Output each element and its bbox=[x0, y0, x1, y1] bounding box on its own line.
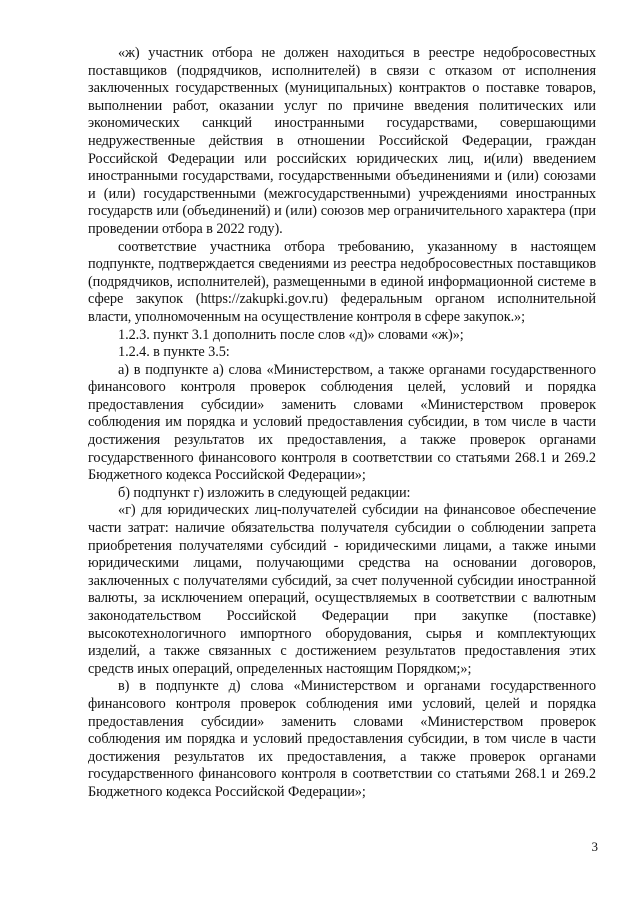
page-number: 3 bbox=[591, 839, 598, 854]
paragraph-ineligible-supplier-registry: «ж) участник отбора не должен находиться в реестре недобросовестных поставщиков (подрядчиков, исполнителей) в связи с отказом от исполнения заключенных государственных (муниципальных) контрактов о поставке товаров, выполнении работ, оказании услуг по причине введения политических или экономических санкций иностранными государствами, совершающими недружественные действия в отношении Российской Федерации, граждан Российской Федерации или российских юридических лиц, и(или) введением иностранными государствами, государственными объединениями и (или) союзами и (или) государственными (межгосударственными) учреждениями иностранных государств или (объединений) и (или) союзов мер ограничительного характера (при проведении отбора в 2022 году). bbox=[88, 45, 596, 237]
paragraph-registry-confirmation: соответствие участника отбора требованию, указанному в настоящем подпункте, подтверждается сведениями из реестра недобросовестных поставщиков (подрядчиков, исполнителей), размещенными в единой информационной системе в сфере закупок (https://zakupki.gov.ru) федеральным органом исполнительной власти, уполномоченным на осуществление контроля в сфере закупок.»; bbox=[88, 238, 596, 325]
paragraph-subitem-a: а) в подпункте а) слова «Министерством, а также органами государственного финансового контроля проверок соблюдения целей, условий и порядка предоставления субсидии» заменить словами «Министерством проверок соблюдения им порядка и условий предоставления субсидии, в том числе в части достижения результатов их предоставления, а также проверок органами государственного финансового контроля в соответствии со статьями 268.1 и 269.2 Бюджетного кодекса Российской Федерации»; bbox=[88, 361, 596, 484]
paragraph-subitem-g-new-wording: «г) для юридических лиц-получателей субсидии на финансовое обеспечение части затрат: наличие обязательства получателя субсидии о соблюдении запрета приобретения получателями субсидий - юридическими лицами, а также иными юридическими лицами, получающими средства на основании договоров, заключенных с получателями субсидий, за счет полученной субсидии иностранной валюты, за исключением операций, осуществляемых в соответствии с валютным законодательством Российской Федерации при закупке (поставке) высокотехнологичного импортного оборудования, сырья и комплектующих изделий, а также связанных с достижением результатов предоставления этих средств иных операций, определенных настоящим Порядком;»; bbox=[88, 502, 596, 677]
paragraph-item-1-2-4: 1.2.4. в пункте 3.5: bbox=[118, 344, 230, 361]
paragraph-subitem-v: в) в подпункте д) слова «Министерством и органами государственного финансового контроля проверок соблюдения ими условий, целей и порядка предоставления субсидии» заменить словами «Министерством проверок соблюдения им порядка и условий предоставления субсидии, в том числе в части достижения результатов их предоставления, а также проверок органами государственного финансового контроля в соответствии со статьями 268.1 и 269.2 Бюджетного кодекса Российской Федерации»; bbox=[88, 678, 596, 800]
paragraph-item-1-2-3: 1.2.3. пункт 3.1 дополнить после слов «д)» словами «ж)»; bbox=[118, 326, 464, 343]
paragraph-subitem-b: б) подпункт г) изложить в следующей редакции: bbox=[118, 484, 411, 501]
document-body bbox=[88, 45, 596, 802]
